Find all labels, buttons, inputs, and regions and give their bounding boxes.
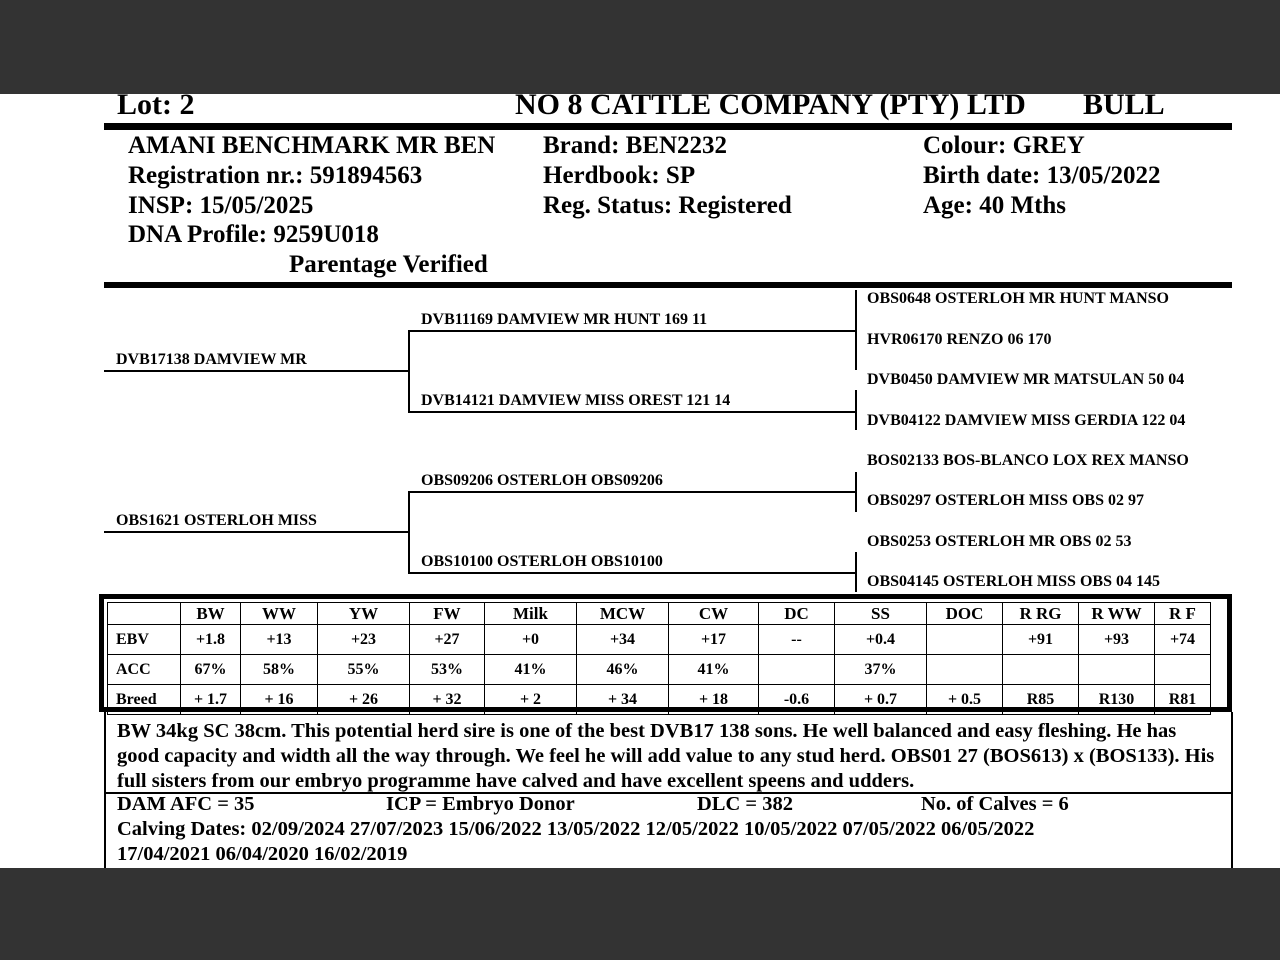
ggp-name: DVB0450 DAMVIEW MR MATSULAN 50 04 <box>867 371 1185 388</box>
table-cell: 55% <box>318 655 410 685</box>
table-cell: + 34 <box>577 685 669 715</box>
sire-name: DVB17138 DAMVIEW MR <box>116 351 307 368</box>
calving-dates-cont: 17/04/2021 06/04/2020 16/02/2019 <box>117 843 408 865</box>
table-cell: 41% <box>669 655 759 685</box>
row-label: Breed <box>108 685 181 715</box>
table-cell: +17 <box>669 625 759 655</box>
age: Age: 40 Mths <box>923 192 1067 219</box>
table-cell: 58% <box>241 655 318 685</box>
table-cell: + 0.7 <box>835 685 927 715</box>
dam-sire-name: OBS09206 OSTERLOH OBS09206 <box>421 472 663 489</box>
ggp-name: BOS02133 BOS-BLANCO LOX REX MANSO <box>867 452 1189 469</box>
table-cell: R130 <box>1079 685 1155 715</box>
sire-dam-name: DVB14121 DAMVIEW MISS OREST 121 14 <box>421 392 731 409</box>
table-header: R RG <box>1003 603 1079 625</box>
table-cell: +27 <box>410 625 485 655</box>
brand: Brand: BEN2232 <box>543 132 728 159</box>
inspection-date: INSP: 15/05/2025 <box>128 192 314 219</box>
info-divider <box>104 282 1232 288</box>
ggp-name: OBS0253 OSTERLOH MR OBS 02 53 <box>867 533 1132 550</box>
table-cell: + 0.5 <box>927 685 1003 715</box>
table-header: BW <box>181 603 241 625</box>
dna-profile: DNA Profile: 9259U018 <box>128 221 379 248</box>
dd-line <box>408 572 856 574</box>
table-header: DC <box>759 603 835 625</box>
table-header: MCW <box>577 603 669 625</box>
table-cell: +0.4 <box>835 625 927 655</box>
registration-number: Registration nr.: 591894563 <box>128 162 423 189</box>
table-cell: 46% <box>577 655 669 685</box>
herdbook: Herdbook: SP <box>543 162 696 189</box>
table-header: Milk <box>485 603 577 625</box>
ggp-name: HVR06170 RENZO 06 170 <box>867 331 1052 348</box>
table-header: FW <box>410 603 485 625</box>
ggp-name: OBS0297 OSTERLOH MISS OBS 02 97 <box>867 492 1144 509</box>
table-cell: 37% <box>835 655 927 685</box>
table-header: R WW <box>1079 603 1155 625</box>
table-cell: +74 <box>1155 625 1211 655</box>
sex-label: BULL <box>1083 94 1165 121</box>
table-cell: R81 <box>1155 685 1211 715</box>
dam-dam-name: OBS10100 OSTERLOH OBS10100 <box>421 553 663 570</box>
table-cell: + 1.7 <box>181 685 241 715</box>
row-label: EBV <box>108 625 181 655</box>
dam-icp: ICP = Embryo Donor <box>386 793 575 815</box>
table-cell: + 18 <box>669 685 759 715</box>
table-cell: R85 <box>1003 685 1079 715</box>
ggp-branch-4 <box>855 552 857 592</box>
desc-right-border <box>1231 712 1233 868</box>
table-cell: 41% <box>485 655 577 685</box>
ggp-name: DVB04122 DAMVIEW MISS GERDIA 122 04 <box>867 412 1186 429</box>
table-cell: +13 <box>241 625 318 655</box>
table-header: YW <box>318 603 410 625</box>
table-cell: +34 <box>577 625 669 655</box>
row-label: ACC <box>108 655 181 685</box>
table-header: CW <box>669 603 759 625</box>
lot-sheet <box>0 94 1280 868</box>
description: BW 34kg SC 38cm. This potential herd sire is one of the best DVB17 138 sons. He well balanced and easy fleshing. He has good capacity and width all the way through. We feel he will add value to any stud herd. OBS01 27 (BOS613) x (BOS133). His full sisters from our embryo programme have calved and have excellent speens and udders. <box>117 720 1215 792</box>
sd-line <box>408 411 856 413</box>
table-header: WW <box>241 603 318 625</box>
ds-line <box>408 491 856 493</box>
table-cell: -- <box>759 625 835 655</box>
table-cell: +0 <box>485 625 577 655</box>
dam-branch <box>408 491 410 573</box>
dam-afc: DAM AFC = 35 <box>117 793 255 815</box>
parentage-status: Parentage Verified <box>289 251 488 278</box>
registration-status: Reg. Status: Registered <box>543 192 792 219</box>
header-divider <box>104 123 1232 130</box>
table-cell: +91 <box>1003 625 1079 655</box>
sire-sire-name: DVB11169 DAMVIEW MR HUNT 169 11 <box>421 311 708 328</box>
table-cell: -0.6 <box>759 685 835 715</box>
desc-left-border <box>104 712 106 868</box>
table-cell: 67% <box>181 655 241 685</box>
dam-line <box>104 531 409 533</box>
animal-name: AMANI BENCHMARK MR BEN <box>128 132 496 159</box>
table-cell: 53% <box>410 655 485 685</box>
dam-dlc: DLC = 382 <box>697 793 793 815</box>
table-cell: + 2 <box>485 685 577 715</box>
table-cell: + 16 <box>241 685 318 715</box>
lot-number: Lot: 2 <box>117 94 195 121</box>
table-cell: +1.8 <box>181 625 241 655</box>
ss-line <box>408 330 856 332</box>
table-header: DOC <box>927 603 1003 625</box>
table-cell: +23 <box>318 625 410 655</box>
ggp-name: OBS04145 OSTERLOH MISS OBS 04 145 <box>867 573 1160 590</box>
ggp-name: OBS0648 OSTERLOH MR HUNT MANSO <box>867 290 1169 307</box>
company-name: NO 8 CATTLE COMPANY (PTY) LTD <box>515 94 1026 121</box>
calving-dates: Calving Dates: 02/09/2024 27/07/2023 15/06/2022 13/05/2022 12/05/2022 10/05/2022 07/05/2022 06/05/2022 <box>117 818 1035 840</box>
colour: Colour: GREY <box>923 132 1085 159</box>
table-cell: + 32 <box>410 685 485 715</box>
sire-branch <box>408 330 410 412</box>
dam-calves: No. of Calves = 6 <box>921 793 1069 815</box>
ggp-branch-3 <box>855 472 857 512</box>
sire-line <box>104 370 409 372</box>
table-cell: +93 <box>1079 625 1155 655</box>
table-header: R F <box>1155 603 1211 625</box>
dam-name: OBS1621 OSTERLOH MISS <box>116 512 317 529</box>
birth-date: Birth date: 13/05/2022 <box>923 162 1161 189</box>
ggp-branch-1 <box>855 290 857 370</box>
table-header: SS <box>835 603 927 625</box>
ebv-table-frame <box>99 594 1232 712</box>
ggp-branch-2 <box>855 390 857 430</box>
table-cell: + 26 <box>318 685 410 715</box>
